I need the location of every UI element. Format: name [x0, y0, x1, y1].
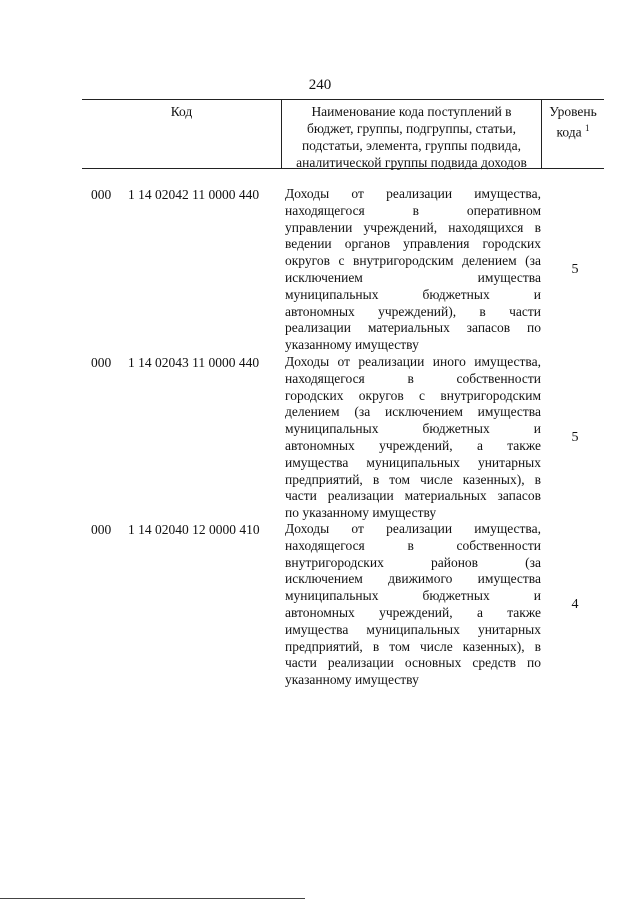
row-name-line: предприятий, в том числе казенных), в [285, 471, 541, 487]
row-name-line: находящегося в собственности [285, 370, 541, 386]
row-name-line: Доходы от реализации имущества, [285, 521, 541, 536]
row-code: 1 14 02040 12 0000 410 [128, 522, 260, 537]
row-name-line: городских округов с внутригородским [285, 387, 541, 403]
header-level-line [542, 120, 604, 141]
row-name-line: Доходы от реализации иного имущества, [285, 354, 541, 369]
header-name [282, 103, 541, 171]
row-prefix: 000 [91, 522, 112, 537]
row-name-line: имущества муниципальных унитарных [285, 621, 541, 637]
table-header [82, 99, 604, 169]
row-level: 4 [571, 597, 579, 612]
row-name-line: автономных учреждений, а также [285, 604, 541, 620]
header-level [542, 103, 604, 141]
row-name-line: имущества муниципальных унитарных [285, 454, 541, 470]
row-name-line: автономных учреждений, а также [285, 437, 541, 453]
row-name [285, 186, 541, 354]
row-name-line: исключением движимого имущества [285, 571, 541, 587]
row-prefix: 000 [91, 187, 112, 202]
header-name-line: бюджет, группы, подгруппы, статьи, [307, 121, 516, 136]
page-bottom-rule [0, 898, 305, 899]
row-name-line: предприятий, в том числе казенных), в [285, 638, 541, 654]
row-name-line: по указанному имуществу [285, 505, 437, 521]
row-name-line: муниципальных бюджетных и [285, 588, 541, 604]
row-name-line: внутригородских районов (за [285, 554, 541, 570]
row-code: 1 14 02043 11 0000 440 [128, 355, 260, 370]
row-name-line: находящегося в собственности [285, 537, 541, 553]
row-name-line: муниципальных бюджетных и [285, 421, 541, 437]
row-name-line: округов с внутригородским делением (за [285, 253, 541, 269]
row-name-line: находящегося в оперативном [285, 202, 541, 218]
row-name-line: муниципальных бюджетных и [285, 286, 541, 302]
footnote-marker: 1 [584, 123, 590, 133]
row-name-line: реализации материальных запасов по [285, 320, 541, 336]
row-name-line: ведении органов управления городских [285, 236, 541, 252]
row-code: 1 14 02042 11 0000 440 [128, 187, 260, 202]
row-prefix: 000 [91, 355, 112, 370]
row-name-line: части реализации основных средств по [285, 655, 541, 671]
header-level-line: Уровень [549, 104, 597, 119]
header-level-label: кода [556, 124, 582, 140]
row-name-line: части реализации материальных запасов [285, 488, 541, 504]
row-name-line: делением (за исключением имущества [285, 404, 541, 420]
row-name-line: указанному имуществу [285, 337, 419, 353]
row-name [285, 354, 541, 522]
row-name-line: управлении учреждений, находящихся в [285, 219, 541, 235]
row-name-line: указанному имуществу [285, 672, 419, 688]
row-level: 5 [571, 430, 579, 445]
row-name-line: Доходы от реализации имущества, [285, 186, 541, 201]
page-number: 240 [308, 77, 332, 93]
header-name-line: аналитической группы подвида доходов [296, 155, 527, 170]
header-name-line: Наименование кода поступлений в [311, 104, 512, 119]
header-name-line: подстатьи, элемента, группы подвида, [301, 138, 522, 153]
header-code-label: Код [170, 104, 193, 119]
row-name [285, 521, 541, 689]
row-name-line: исключением имущества [285, 269, 541, 285]
row-name-line: автономных учреждений), в части [285, 303, 541, 319]
row-level: 5 [571, 262, 579, 277]
header-code [82, 103, 281, 120]
